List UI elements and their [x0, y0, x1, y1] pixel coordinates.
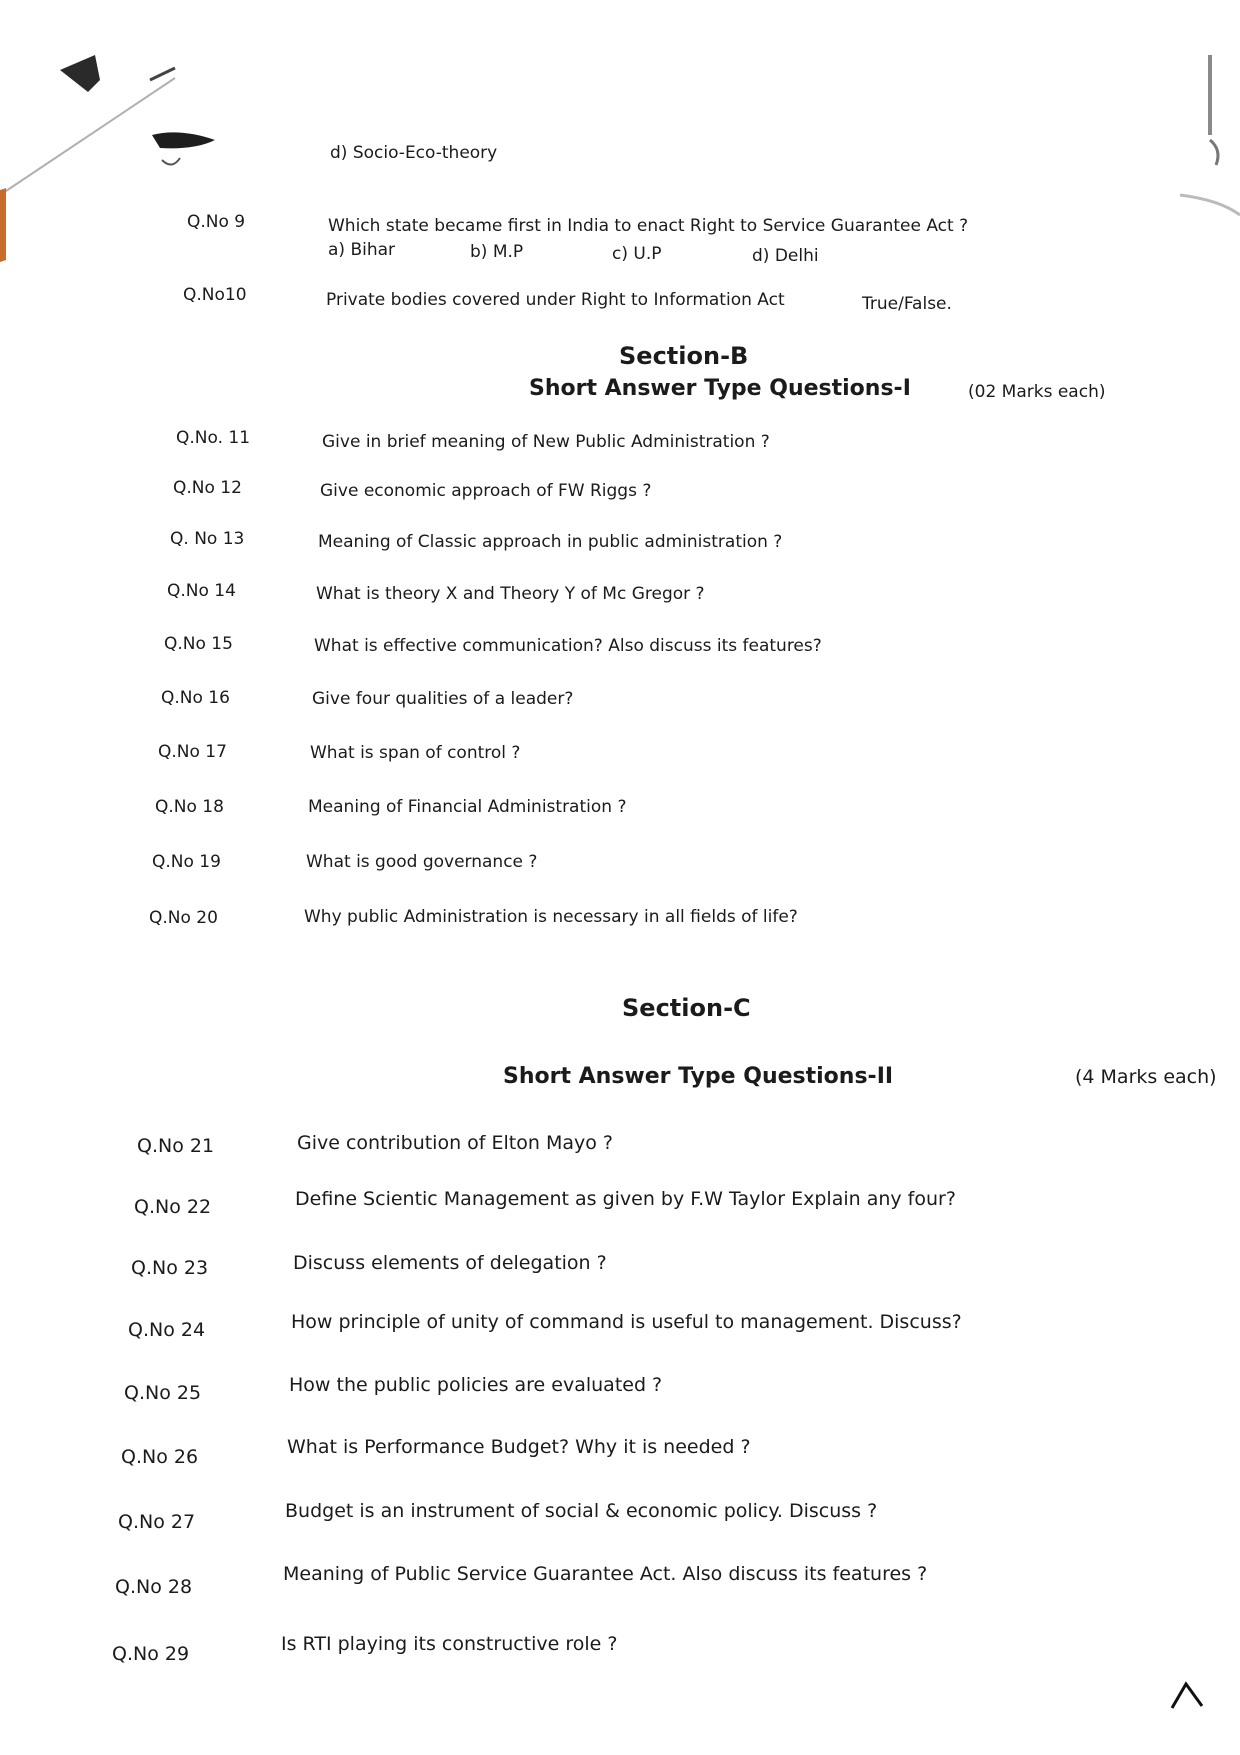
question-number: Q.No10	[183, 285, 247, 305]
question-number: Q.No 24	[128, 1319, 206, 1341]
question-text: How principle of unity of command is useful to management. Discuss?	[291, 1311, 962, 1333]
question-text: Which state became first in India to enact Right to Service Guarantee Act ?	[328, 216, 969, 236]
question-text: Define Scientic Management as given by F.W Taylor Explain any four?	[295, 1188, 956, 1210]
question-text: What is Performance Budget? Why it is needed ?	[287, 1436, 751, 1458]
question-number: Q.No 19	[152, 852, 221, 872]
section-marks: (4 Marks each)	[1075, 1066, 1217, 1088]
question-text: Meaning of Classic approach in public administration ?	[318, 532, 783, 552]
question-number: Q. No 13	[170, 529, 245, 549]
question-text: What is theory X and Theory Y of Mc Gregor ?	[316, 584, 705, 604]
section-subtitle: Short Answer Type Questions-I	[529, 376, 911, 401]
question-number: Q.No 28	[115, 1576, 193, 1598]
question-text: What is effective communication? Also discuss its features?	[314, 636, 822, 656]
question-text: Give four qualities of a leader?	[312, 689, 574, 709]
question-text: Give economic approach of FW Riggs ?	[320, 481, 652, 501]
section-title: Section-B	[619, 342, 749, 370]
question-text: How the public policies are evaluated ?	[289, 1374, 663, 1396]
question-number: Q.No 26	[121, 1446, 199, 1468]
answer-format: True/False.	[862, 294, 952, 314]
question-number: Q.No 15	[164, 634, 233, 654]
question-number: Q.No 18	[155, 797, 224, 817]
question-number: Q.No 27	[118, 1511, 196, 1533]
question-number: Q.No 22	[134, 1196, 212, 1218]
question-text: Give contribution of Elton Mayo ?	[297, 1132, 613, 1154]
section-subtitle: Short Answer Type Questions-II	[503, 1064, 894, 1089]
question-text: Discuss elements of delegation ?	[293, 1252, 607, 1274]
top-option: d) Socio-Eco-theory	[330, 143, 498, 163]
section-marks: (02 Marks each)	[968, 382, 1106, 402]
question-number: Q.No. 11	[176, 428, 251, 448]
question-text: Give in brief meaning of New Public Administration ?	[322, 432, 770, 452]
question-number: Q.No 21	[137, 1135, 215, 1157]
question-number: Q.No 20	[149, 908, 218, 928]
question-number: Q.No 14	[167, 581, 236, 601]
question-number: Q.No 16	[161, 688, 230, 708]
question-text: What is span of control ?	[310, 743, 521, 763]
question-number: Q.No 29	[112, 1643, 190, 1665]
question-text: Why public Administration is necessary in all fields of life?	[304, 907, 798, 927]
option-b: b) M.P	[470, 242, 524, 262]
question-number: Q.No 25	[124, 1382, 202, 1404]
question-text: What is good governance ?	[306, 852, 538, 872]
section-title: Section-C	[622, 994, 751, 1022]
question-number: Q.No 23	[131, 1257, 209, 1279]
question-number: Q.No 12	[173, 478, 242, 498]
question-text: Budget is an instrument of social & economic policy. Discuss ?	[285, 1500, 878, 1522]
option-c: c) U.P	[612, 244, 662, 264]
option-d: d) Delhi	[752, 246, 819, 266]
option-a: a) Bihar	[328, 240, 396, 260]
question-number: Q.No 9	[187, 212, 246, 232]
question-text: Meaning of Financial Administration ?	[308, 797, 627, 817]
question-text: Is RTI playing its constructive role ?	[281, 1633, 618, 1655]
question-number: Q.No 17	[158, 742, 227, 762]
question-text: Private bodies covered under Right to Information Act	[326, 290, 785, 310]
question-text: Meaning of Public Service Guarantee Act. Also discuss its features ?	[283, 1563, 928, 1585]
